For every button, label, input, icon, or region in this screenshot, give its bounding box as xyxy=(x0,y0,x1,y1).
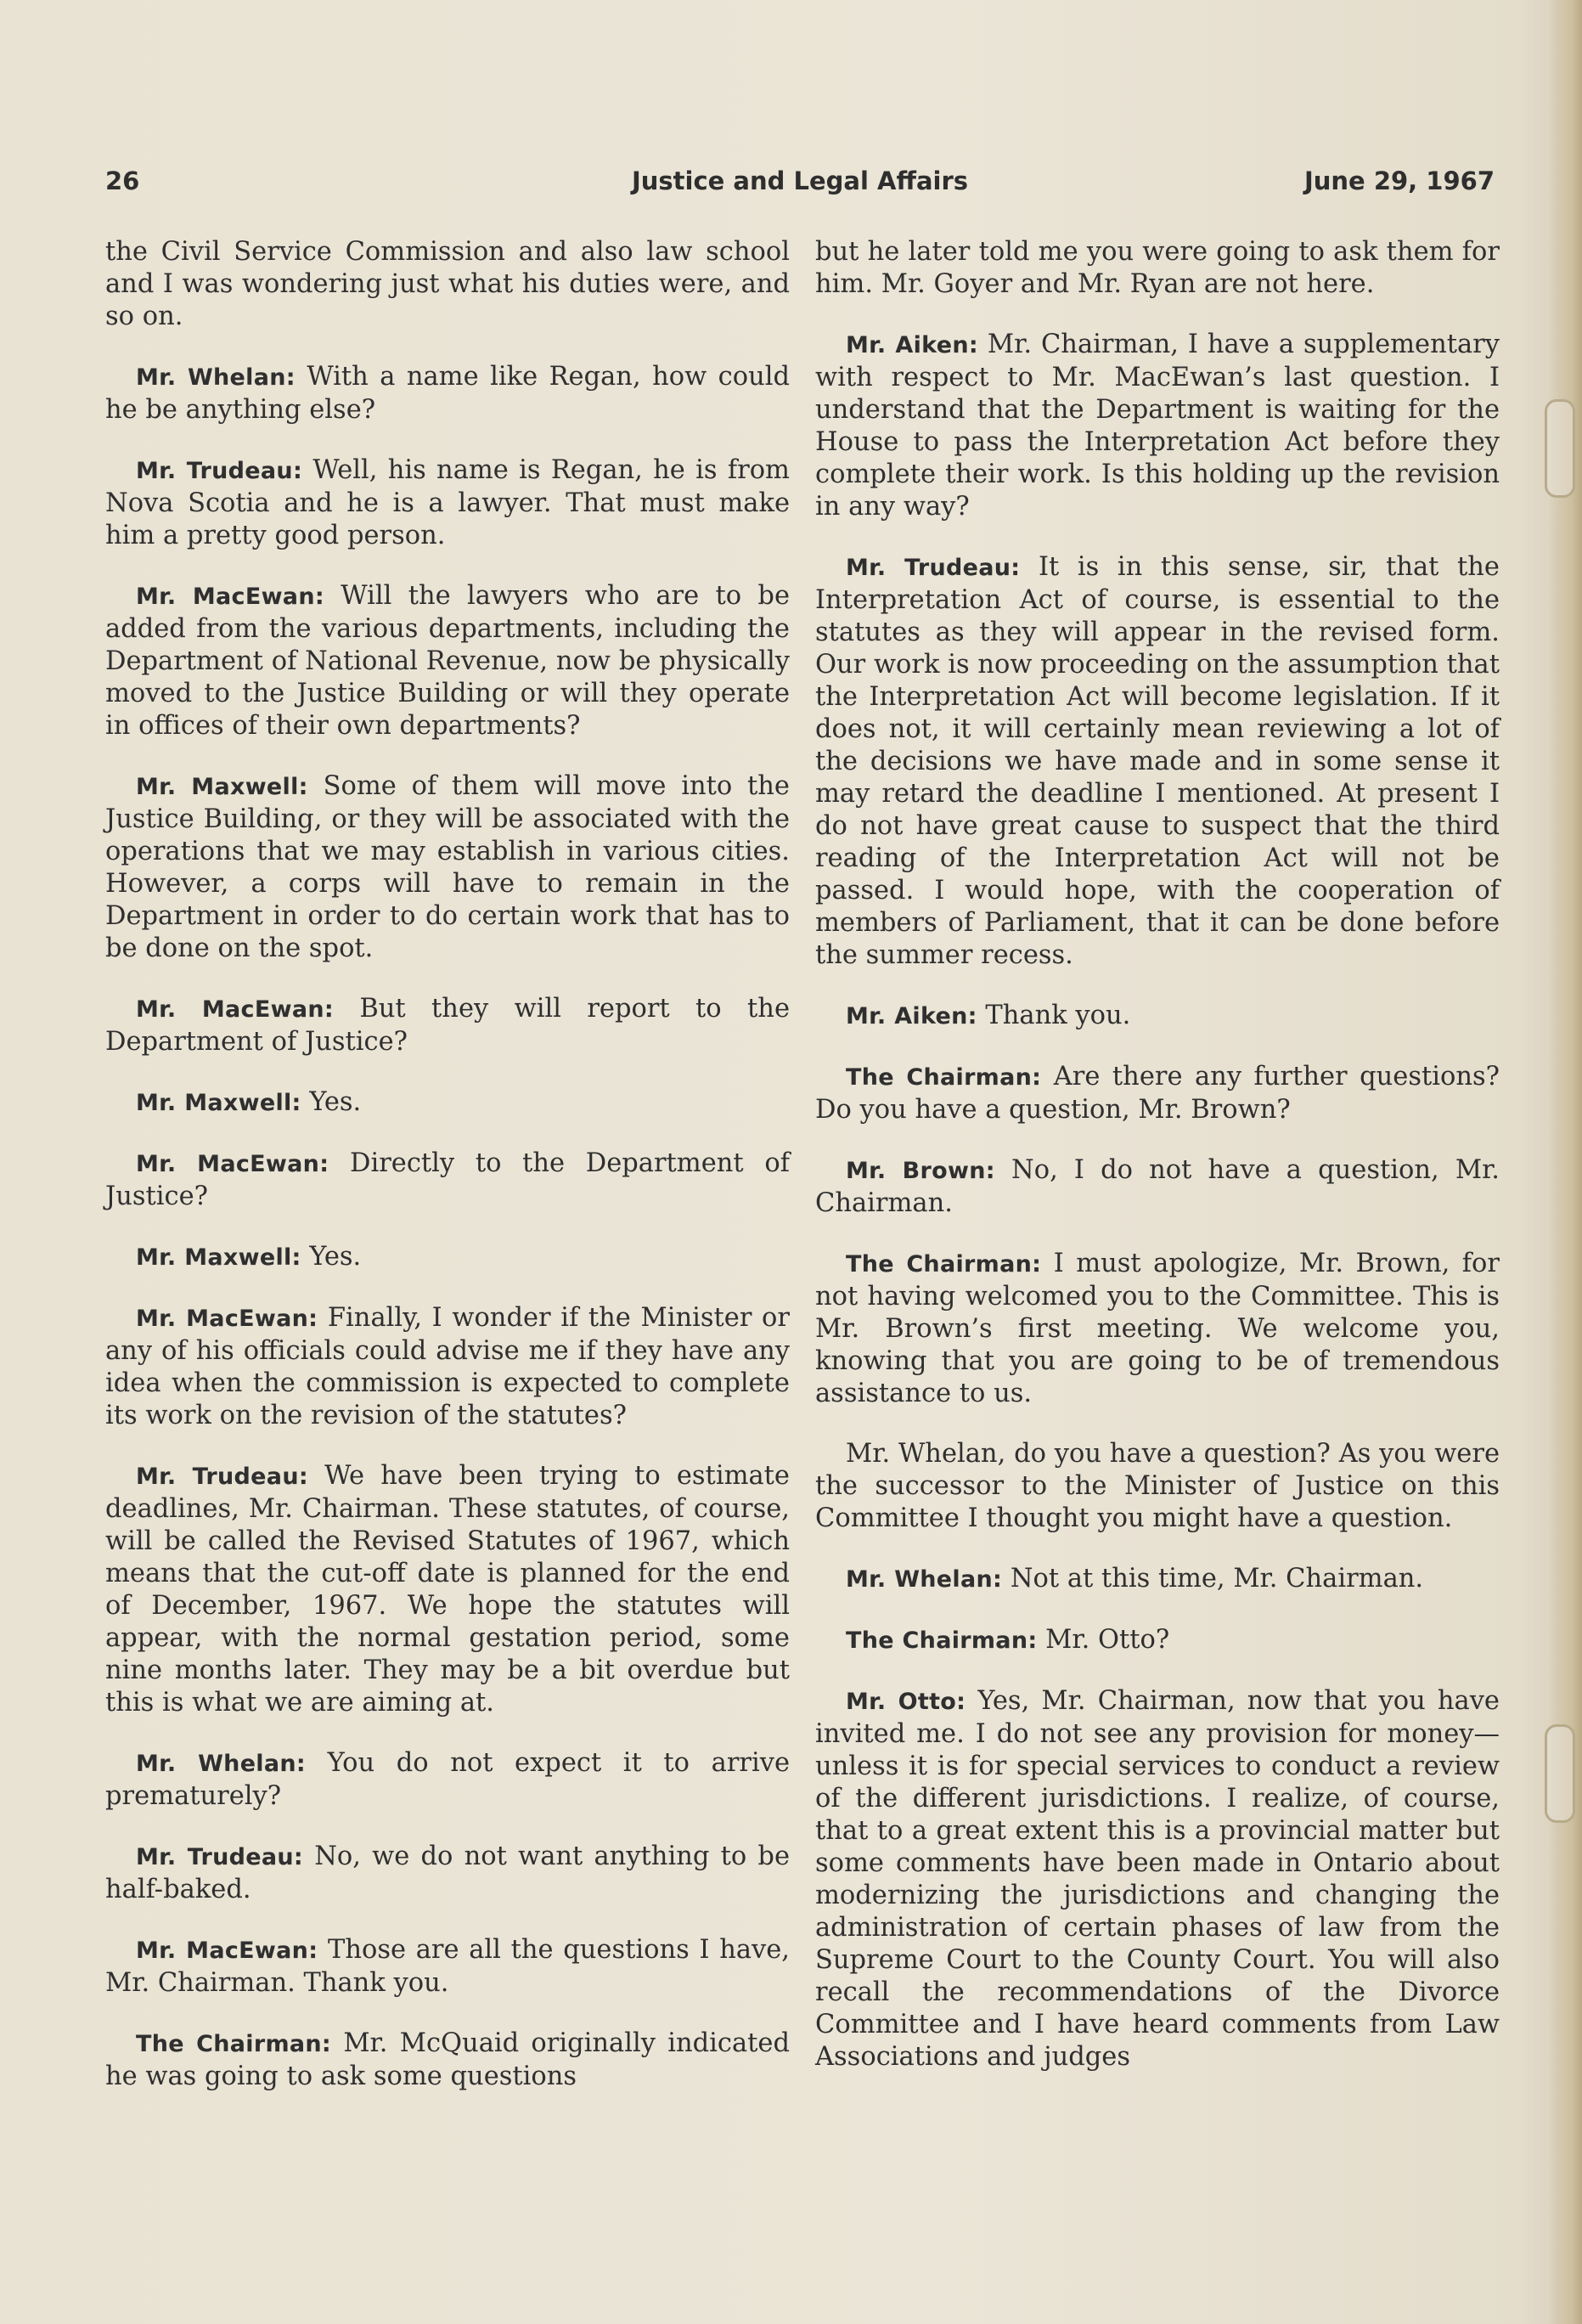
speech-text: Directly to the Department of Justice? xyxy=(105,1148,790,1211)
speaker-name: Mr. MacEwan: xyxy=(136,584,324,610)
speech-text: With a name like Regan, how could he be anything else? xyxy=(105,362,791,425)
speaker-name: Mr. MacEwan: xyxy=(136,1938,318,1964)
transcript-paragraph xyxy=(815,1248,1500,1410)
speaker-name: Mr. Trudeau: xyxy=(846,555,1021,581)
speaker-name: Mr. Brown: xyxy=(846,1158,995,1184)
speech-text: Are there any further questions? Do you have a question, Mr. Brown? xyxy=(815,1062,1500,1125)
transcript-paragraph xyxy=(105,361,790,426)
speaker-name: Mr. MacEwan: xyxy=(136,1306,318,1332)
page-header xyxy=(105,166,1495,209)
speech-text: but he later told me you were going to ask them for him. Mr. Goyer and Mr. Ryan are not here. xyxy=(815,237,1500,299)
speech-text: You do not expect it to arrive prematurely? xyxy=(105,1748,791,1811)
transcript-paragraph xyxy=(815,236,1500,301)
header-date: June 29, 1967 xyxy=(1303,166,1495,195)
transcript-paragraph xyxy=(105,1302,790,1432)
transcript-paragraph xyxy=(105,236,790,333)
speech-text: Some of them will move into the Justice Building, or they will be associated with the operations that we may establish in various cities. However, a corps will have to remain in the Department in order to do certain work that has to be done on the spot. xyxy=(105,771,790,963)
right-column xyxy=(815,236,1500,2101)
transcript-paragraph xyxy=(815,1438,1500,1535)
transcript-paragraph xyxy=(105,770,790,965)
speech-text: Well, his name is Regan, he is from Nova Scotia and he is a lawyer. That must make him a pretty good person. xyxy=(105,455,790,550)
speaker-name: Mr. Trudeau: xyxy=(136,1464,308,1490)
speaker-name: The Chairman: xyxy=(846,1627,1038,1654)
speech-text: the Civil Service Commission and also law school and I was wondering just what his duties were, and so on. xyxy=(105,237,790,331)
speaker-name: Mr. Whelan: xyxy=(846,1566,1003,1593)
binder-clip-icon xyxy=(1545,399,1575,498)
speech-text: It is in this sense, sir, that the Interpretation Act of course, is essential to the statutes as they will appear in the revised form. Our work is now proceeding on the assumption that the Interpretation Act will become legislation. If it does not, it will certainly mean reviewing a lot of the decisions we have made and in some sense it may retard the deadline I mentioned. At present I do not have great cause to suspect that the third reading of the Interpretation Act will not be passed. I would hope, with the cooperation of members of Parliament, that it can be done before the summer recess. xyxy=(815,552,1500,970)
running-title: Justice and Legal Affairs xyxy=(631,166,969,195)
transcript-paragraph xyxy=(105,1148,790,1213)
speaker-name: Mr. Maxwell: xyxy=(136,774,308,800)
speech-text: We have been trying to estimate deadlines, Mr. Chairman. These statutes, of course, will be called the Revised Statutes of 1967, which means that the cut-off date is planned for the end of December, 1967. We hope the statutes will appear, with the normal gestation period, some nine months later. They may be a bit overdue but this is what we are aiming at. xyxy=(105,1461,790,1718)
speaker-name: Mr. Trudeau: xyxy=(136,1844,303,1870)
speech-text: I must apologize, Mr. Brown, for not having welcomed you to the Committee. This is Mr. Brown’s first meeting. We welcome you, knowing that you are going to be of tremendous assistance to us. xyxy=(815,1249,1500,1408)
transcript-paragraph xyxy=(105,580,790,742)
speaker-name: Mr. Aiken: xyxy=(846,332,978,358)
transcript-paragraph xyxy=(105,2028,790,2093)
transcript-paragraph xyxy=(815,1624,1500,1657)
left-column xyxy=(105,236,790,2121)
speech-text: But they will report to the Department of Justice? xyxy=(105,994,790,1057)
binder-clip-icon xyxy=(1545,1724,1575,1823)
speech-text: Will the lawyers who are to be added from the various departments, including the Department of National Revenue, now be physically moved to the Justice Building or will they operate in offices of their own departments? xyxy=(105,581,791,741)
transcript-paragraph xyxy=(815,1000,1500,1033)
page-number: 26 xyxy=(105,166,140,195)
transcript-paragraph xyxy=(815,1685,1500,2073)
speaker-name: Mr. Maxwell: xyxy=(136,1090,301,1116)
transcript-paragraph xyxy=(105,1460,790,1719)
transcript-paragraph xyxy=(815,329,1500,523)
speaker-name: Mr. Whelan: xyxy=(136,364,296,391)
transcript-paragraph xyxy=(815,551,1500,972)
page-edge xyxy=(1548,0,1582,2324)
speech-text: Mr. Chairman, I have a supplementary with respect to Mr. MacEwan’s last question. I understand that the Department is waiting for the House to pass the Interpretation Act before they complete their work. Is this holding up the revision in any way? xyxy=(815,330,1500,522)
speaker-name: Mr. Trudeau: xyxy=(136,458,303,484)
transcript-paragraph xyxy=(105,1747,790,1813)
speech-text: Yes. xyxy=(309,1087,362,1117)
speaker-name: Mr. Otto: xyxy=(846,1689,966,1715)
speech-text: Thank you. xyxy=(985,1001,1131,1030)
transcript-paragraph xyxy=(105,993,790,1058)
speaker-name: Mr. MacEwan: xyxy=(136,1151,329,1177)
transcript-paragraph xyxy=(815,1154,1500,1220)
transcript-paragraph xyxy=(105,1934,790,2000)
speech-text: Those are all the questions I have, Mr. Chairman. Thank you. xyxy=(105,1935,790,1998)
speech-text: Mr. Whelan, do you have a question? As you were the successor to the Minister of Justice on this Committee I thought you might have a question. xyxy=(815,1439,1500,1533)
speech-text: Not at this time, Mr. Chairman. xyxy=(1010,1564,1424,1594)
transcript-paragraph xyxy=(105,1841,790,1906)
speaker-name: The Chairman: xyxy=(136,2031,332,2057)
speaker-name: Mr. Whelan: xyxy=(136,1751,307,1777)
transcript-paragraph xyxy=(815,1061,1500,1126)
speech-text: Finally, I wonder if the Minister or any of his officials could advise me if they have any idea when the commission is expected to complete its work on the revision of the statutes? xyxy=(105,1303,790,1430)
speech-text: Mr. Otto? xyxy=(1045,1625,1170,1655)
speech-text: Mr. McQuaid originally indicated he was going to ask some questions xyxy=(105,2028,791,2091)
transcript-paragraph xyxy=(105,1086,790,1120)
speaker-name: Mr. Aiken: xyxy=(846,1003,977,1029)
speaker-name: Mr. MacEwan: xyxy=(136,996,334,1023)
speaker-name: The Chairman: xyxy=(846,1251,1042,1278)
transcript-paragraph xyxy=(105,1241,790,1274)
transcript-paragraph xyxy=(815,1563,1500,1596)
transcript-paragraph xyxy=(105,454,790,552)
speech-text: Yes, Mr. Chairman, now that you have invited me. I do not see any provision for money—unless it is for special services to conduct a review of the different jurisdictions. I realize, of course, that to a great extent this is a provincial matter but some comments have been made in Ontario about modernizing the jurisdictions and changing the administration of certain phases of law from the Supreme Court to the County Court. You will also recall the recommendations of the Divorce Committee and I have heard comments from Law Associations and judges xyxy=(815,1686,1500,2072)
speaker-name: The Chairman: xyxy=(846,1064,1042,1091)
speech-text: No, I do not have a question, Mr. Chairman. xyxy=(815,1155,1500,1218)
speech-text: No, we do not want anything to be half-baked. xyxy=(105,1842,790,1904)
speaker-name: Mr. Maxwell: xyxy=(136,1244,301,1271)
speech-text: Yes. xyxy=(309,1242,362,1272)
